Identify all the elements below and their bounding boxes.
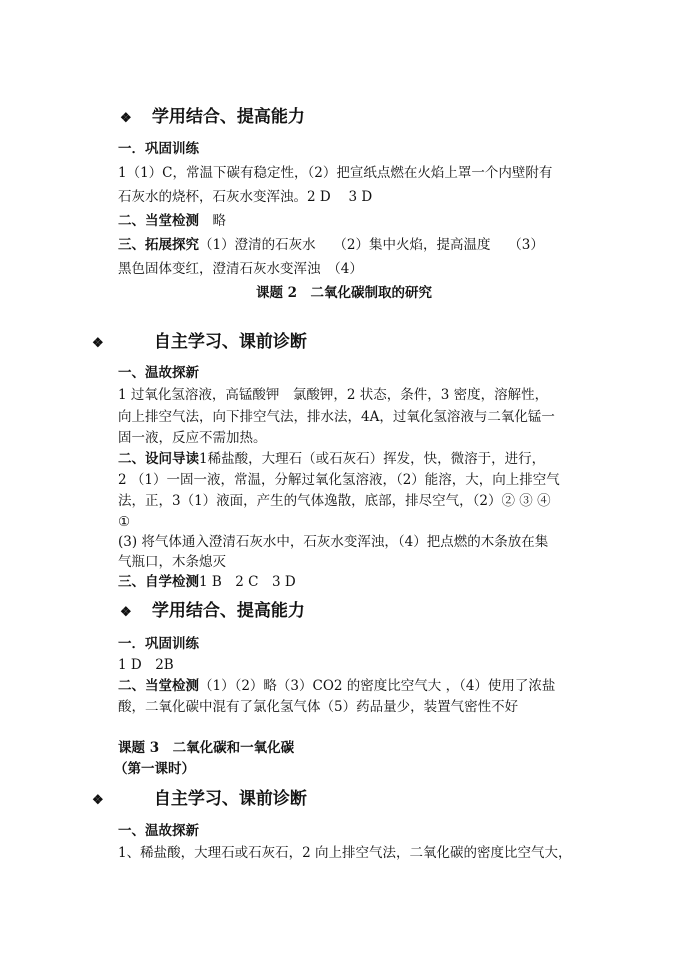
- paragraph-line: 酸，二氧化碳中混有了氯化氢气体（5）药品量少，装置气密性不好: [118, 699, 519, 715]
- subheading: 一．巩固训练: [118, 141, 199, 157]
- lesson-title: 课题 3 二氧化碳和一氧化碳: [118, 740, 295, 756]
- lesson-subtitle: （第一课时）: [114, 761, 195, 777]
- paragraph-line: 二、当堂检测 略: [118, 213, 226, 229]
- paragraph-line: 固一液，反应不需加热。: [118, 430, 267, 446]
- paragraph-line: 向上排空气法，向下排空气法，排水法，4A，过氧化氢溶液与二氧化锰一: [118, 409, 555, 425]
- lesson-title: 课题 2 二氧化碳制取的研究: [255, 285, 433, 301]
- paragraph-line: (3) 将气体通入澄清石灰水中，石灰水变浑浊，（4）把点燃的木条放在集: [118, 534, 549, 550]
- diamond-bullet-icon: ❖: [120, 605, 132, 620]
- paragraph-line: 三、拓展探究（1）澄清的石灰水 （2）集中火焰，提高温度 （3）: [118, 237, 544, 253]
- section-heading-practice: ❖ 学用结合、提高能力: [120, 601, 305, 621]
- paragraph-line: 石灰水的烧杯，石灰水变浑浊。2 D 3 D: [118, 189, 373, 205]
- subheading-label: 三、拓展探究: [118, 237, 199, 253]
- diamond-bullet-icon: ❖: [92, 336, 104, 351]
- subheading-label: 二、设问导读: [118, 451, 199, 467]
- diamond-bullet-icon: ❖: [92, 793, 104, 808]
- paragraph-line: 二、当堂检测（1）（2）略（3）CO2 的密度比空气大 ，（4）使用了浓盐: [118, 678, 556, 694]
- section-heading-preview: ❖ 自主学习、课前诊断: [92, 789, 307, 809]
- section-heading-preview: ❖ 自主学习、课前诊断: [92, 332, 307, 352]
- subheading: 一、温故探新: [118, 365, 199, 381]
- paragraph-line: 1 D 2B: [118, 657, 174, 673]
- paragraph-line: 2 （1）一固一液，常温，分解过氧化氢溶液，（2）能溶，大，向上排空气: [118, 472, 560, 488]
- subheading: 一．巩固训练: [118, 636, 199, 652]
- subheading-label: 二、当堂检测: [118, 678, 199, 694]
- paragraph-line: 二、设问导读1稀盐酸，大理石（或石灰石）挥发，快，微溶于，进行，: [118, 451, 546, 467]
- paragraph-line: 1 过氧化氢溶液，高锰酸钾 氯酸钾，2 状态，条件，3 密度，溶解性，: [118, 387, 549, 403]
- paragraph-line: 法，正，3（1）液面，产生的气体逸散，底部，排尽空气，（2）② ③ ④: [118, 493, 551, 509]
- paragraph-line: 三、自学检测1 B 2 C 3 D: [118, 574, 296, 590]
- paragraph-line: 1（1）C，常温下碳有稳定性，（2）把宣纸点燃在火焰上罩一个内壁附有: [118, 165, 553, 181]
- subheading-label: 二、当堂检测: [118, 213, 199, 229]
- paragraph-line: 1、稀盐酸，大理石或石灰石，2 向上排空气法，二氧化碳的密度比空气大，: [118, 845, 572, 861]
- diamond-bullet-icon: ❖: [120, 111, 132, 126]
- subheading: 一、温故探新: [118, 823, 199, 839]
- paragraph-line: ①: [118, 514, 131, 530]
- paragraph-line: 黑色固体变红，澄清石灰水变浑浊 （4）: [118, 261, 363, 277]
- subheading-label: 三、自学检测: [118, 574, 199, 590]
- paragraph-line: 气瓶口，木条熄灭: [118, 554, 226, 570]
- section-heading-practice: ❖ 学用结合、提高能力: [120, 107, 305, 127]
